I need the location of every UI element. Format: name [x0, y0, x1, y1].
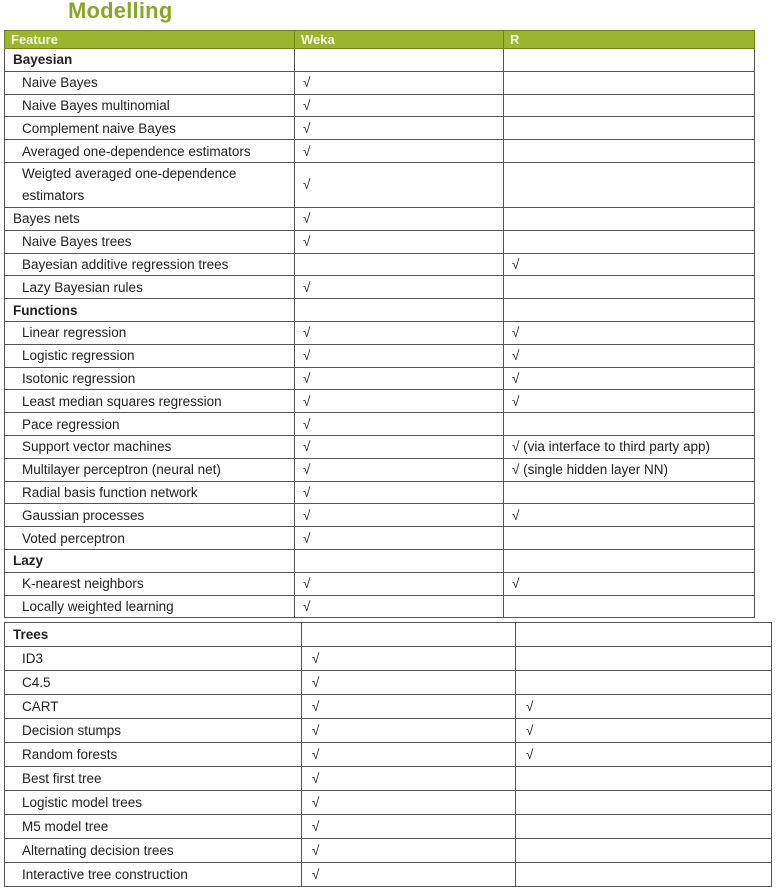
feature-cell: Interactive tree construction: [5, 863, 302, 887]
table-row: [5, 344, 755, 367]
weka-cell: √: [302, 863, 516, 887]
r-cell: √: [516, 743, 772, 767]
table-row: [5, 413, 755, 436]
feature-cell: K-nearest neighbors: [5, 572, 295, 595]
feature-cell: Logistic model trees: [5, 791, 302, 815]
feature-cell: Support vector machines: [5, 435, 295, 458]
section-row: [5, 549, 755, 572]
feature-cell: Isotonic regression: [5, 367, 295, 390]
weka-cell: √: [302, 743, 516, 767]
r-cell: [504, 595, 755, 618]
table-row: [5, 162, 755, 207]
weka-cell: √: [295, 367, 504, 390]
r-cell: [504, 413, 755, 436]
table-2-body: [5, 623, 772, 887]
feature-cell: Linear regression: [5, 321, 295, 344]
feature-cell: Functions: [5, 299, 295, 322]
weka-cell: √: [302, 695, 516, 719]
r-cell: [516, 623, 772, 647]
feature-cell: Trees: [5, 623, 302, 647]
header-feature: Feature: [5, 31, 295, 49]
table-row: [5, 390, 755, 413]
table-row: [5, 230, 755, 253]
r-cell: [516, 647, 772, 671]
table-row: [5, 695, 772, 719]
r-cell: [504, 71, 755, 94]
feature-cell: Locally weighted learning: [5, 595, 295, 618]
r-cell: [516, 791, 772, 815]
modelling-table-2: [4, 622, 772, 887]
weka-cell: [302, 623, 516, 647]
feature-cell: Logistic regression: [5, 344, 295, 367]
weka-cell: √: [302, 719, 516, 743]
feature-cell: Radial basis function network: [5, 481, 295, 504]
r-cell: √ (via interface to third party app): [504, 435, 755, 458]
weka-cell: √: [302, 647, 516, 671]
weka-cell: √: [295, 458, 504, 481]
table-row: [5, 117, 755, 140]
feature-cell: ID3: [5, 647, 302, 671]
feature-cell: Averaged one-dependence estimators: [5, 140, 295, 163]
weka-cell: √: [295, 117, 504, 140]
feature-cell: Naive Bayes multinomial: [5, 94, 295, 117]
r-cell: [504, 276, 755, 299]
weka-cell: √: [295, 504, 504, 527]
table-row: [5, 458, 755, 481]
feature-cell: Alternating decision trees: [5, 839, 302, 863]
r-cell: [504, 527, 755, 550]
table-row: [5, 207, 755, 230]
weka-cell: √: [295, 527, 504, 550]
feature-cell: Gaussian processes: [5, 504, 295, 527]
table-1-body: [5, 49, 755, 618]
feature-cell: Decision stumps: [5, 719, 302, 743]
weka-cell: [295, 253, 504, 276]
feature-cell: Multilayer perceptron (neural net): [5, 458, 295, 481]
r-cell: [504, 230, 755, 253]
weka-cell: √: [302, 767, 516, 791]
header-row: [5, 31, 755, 49]
modelling-table-1: [4, 30, 755, 618]
table-row: [5, 71, 755, 94]
table-row: [5, 839, 772, 863]
weka-cell: √: [295, 390, 504, 413]
r-cell: √: [504, 367, 755, 390]
weka-cell: [295, 549, 504, 572]
r-cell: [504, 207, 755, 230]
r-cell: √: [504, 572, 755, 595]
r-cell: [504, 94, 755, 117]
table-row: [5, 481, 755, 504]
weka-cell: √: [295, 71, 504, 94]
r-cell: √: [504, 253, 755, 276]
weka-cell: √: [295, 162, 504, 207]
r-cell: √: [504, 504, 755, 527]
table-row: [5, 435, 755, 458]
r-cell: [504, 140, 755, 163]
weka-cell: √: [295, 140, 504, 163]
table-row: [5, 815, 772, 839]
weka-cell: √: [295, 435, 504, 458]
r-cell: [516, 671, 772, 695]
r-cell: [516, 767, 772, 791]
feature-cell: Random forests: [5, 743, 302, 767]
table-row: [5, 767, 772, 791]
r-cell: [504, 299, 755, 322]
weka-cell: √: [295, 276, 504, 299]
header-weka: Weka: [295, 31, 504, 49]
table-row: [5, 253, 755, 276]
feature-cell: CART: [5, 695, 302, 719]
feature-cell: Naive Bayes trees: [5, 230, 295, 253]
section-row: [5, 49, 755, 72]
weka-cell: √: [302, 815, 516, 839]
weka-cell: [295, 49, 504, 72]
r-cell: √: [516, 719, 772, 743]
r-cell: [516, 815, 772, 839]
r-cell: √: [516, 695, 772, 719]
r-cell: [504, 49, 755, 72]
weka-cell: √: [295, 413, 504, 436]
feature-cell: Bayesian additive regression trees: [5, 253, 295, 276]
table-row: [5, 647, 772, 671]
r-cell: √ (single hidden layer NN): [504, 458, 755, 481]
table-row: [5, 527, 755, 550]
weka-cell: √: [302, 791, 516, 815]
weka-cell: √: [295, 595, 504, 618]
r-cell: [516, 839, 772, 863]
r-cell: [504, 549, 755, 572]
table-row: [5, 671, 772, 695]
feature-cell: Naive Bayes: [5, 71, 295, 94]
table-row: [5, 367, 755, 390]
table-row: [5, 504, 755, 527]
feature-cell: M5 model tree: [5, 815, 302, 839]
table-row: [5, 572, 755, 595]
feature-cell: Lazy Bayesian rules: [5, 276, 295, 299]
section-row: [5, 623, 772, 647]
r-cell: √: [504, 344, 755, 367]
r-cell: [504, 481, 755, 504]
r-cell: [504, 162, 755, 207]
table-row: [5, 140, 755, 163]
feature-cell: Lazy: [5, 549, 295, 572]
table-row: [5, 791, 772, 815]
feature-cell: Weigted averaged one-dependence estimators: [5, 162, 295, 207]
weka-cell: √: [295, 94, 504, 117]
weka-cell: √: [295, 481, 504, 504]
weka-cell: √: [295, 572, 504, 595]
page-title: Modelling: [68, 0, 173, 23]
weka-cell: [295, 299, 504, 322]
table-row: [5, 743, 772, 767]
r-cell: √: [504, 390, 755, 413]
feature-cell: Bayes nets: [5, 207, 295, 230]
weka-cell: √: [295, 344, 504, 367]
feature-cell: Complement naive Bayes: [5, 117, 295, 140]
r-cell: [516, 863, 772, 887]
table-row: [5, 863, 772, 887]
feature-cell: Bayesian: [5, 49, 295, 72]
table-row: [5, 595, 755, 618]
feature-cell: Best first tree: [5, 767, 302, 791]
weka-cell: √: [295, 321, 504, 344]
table-row: [5, 94, 755, 117]
weka-cell: √: [295, 230, 504, 253]
feature-cell: C4.5: [5, 671, 302, 695]
weka-cell: √: [302, 839, 516, 863]
table-row: [5, 321, 755, 344]
weka-cell: √: [295, 207, 504, 230]
weka-cell: √: [302, 671, 516, 695]
section-row: [5, 299, 755, 322]
r-cell: √: [504, 321, 755, 344]
r-cell: [504, 117, 755, 140]
feature-cell: Pace regression: [5, 413, 295, 436]
feature-cell: Voted perceptron: [5, 527, 295, 550]
feature-cell: Least median squares regression: [5, 390, 295, 413]
header-r: R: [504, 31, 755, 49]
table-row: [5, 719, 772, 743]
table-row: [5, 276, 755, 299]
